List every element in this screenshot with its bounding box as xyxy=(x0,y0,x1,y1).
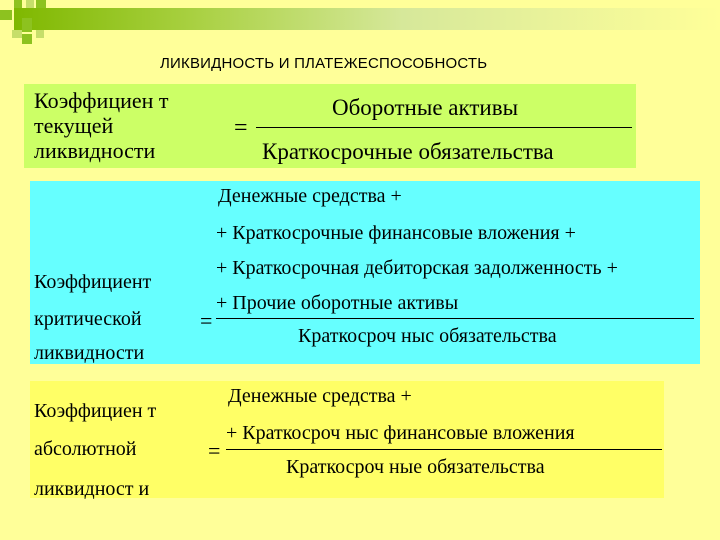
fraction-bar xyxy=(216,318,694,319)
decor-square xyxy=(22,34,32,44)
numerator-line: + Краткосрочные финансовые вложения + xyxy=(216,222,576,244)
coefficient-name-line: ликвидности xyxy=(34,138,156,163)
decor-square xyxy=(0,10,12,20)
numerator-line: + Краткосроч ныс финансовые вложения xyxy=(226,422,575,444)
coefficient-name-line: критической xyxy=(34,308,142,330)
decor-square xyxy=(12,30,22,38)
denominator: Краткосроч ные обязательства xyxy=(286,456,545,478)
decor-square xyxy=(26,0,34,8)
equals-sign: = xyxy=(200,308,213,333)
numerator-line: + Прочие оборотные активы xyxy=(216,292,459,314)
fraction-bar xyxy=(226,449,662,450)
coefficient-name-line: Коэффициен т xyxy=(34,400,157,422)
decor-square xyxy=(36,30,44,38)
slide-title: ЛИКВИДНОСТЬ И ПЛАТЕЖЕСПОСОБНОСТЬ xyxy=(160,55,488,72)
numerator-line: + Краткосрочная дебиторская задолженность + xyxy=(216,257,618,279)
numerator-line: Денежные средства + xyxy=(218,185,402,207)
numerator-line: Денежные средства + xyxy=(228,385,412,407)
coefficient-name-line: ликвидности xyxy=(34,342,145,364)
coefficient-name-line: ликвидност и xyxy=(34,478,150,500)
header-gradient-bar xyxy=(14,8,720,30)
coefficient-name-line: Коэффициент xyxy=(34,271,152,293)
coefficient-name-line: абсолютной xyxy=(34,438,137,460)
decor-square xyxy=(36,0,46,8)
formula-current-liquidity xyxy=(24,84,636,168)
header-decoration xyxy=(0,0,720,50)
decor-square xyxy=(22,18,32,32)
decor-square xyxy=(14,0,22,8)
denominator: Краткосроч ныс обязательства xyxy=(298,325,557,347)
denominator: Краткосрочные обязательства xyxy=(262,139,554,164)
numerator-line: Оборотные активы xyxy=(332,95,519,120)
fraction-bar xyxy=(256,127,632,128)
equals-sign: = xyxy=(208,438,221,463)
equals-sign: = xyxy=(234,115,248,141)
coefficient-name-line: текущей xyxy=(34,113,114,138)
formula-absolute-liquidity xyxy=(30,381,664,498)
coefficient-name-line: Коэффициен т xyxy=(34,88,169,113)
formula-critical-liquidity xyxy=(30,181,700,364)
